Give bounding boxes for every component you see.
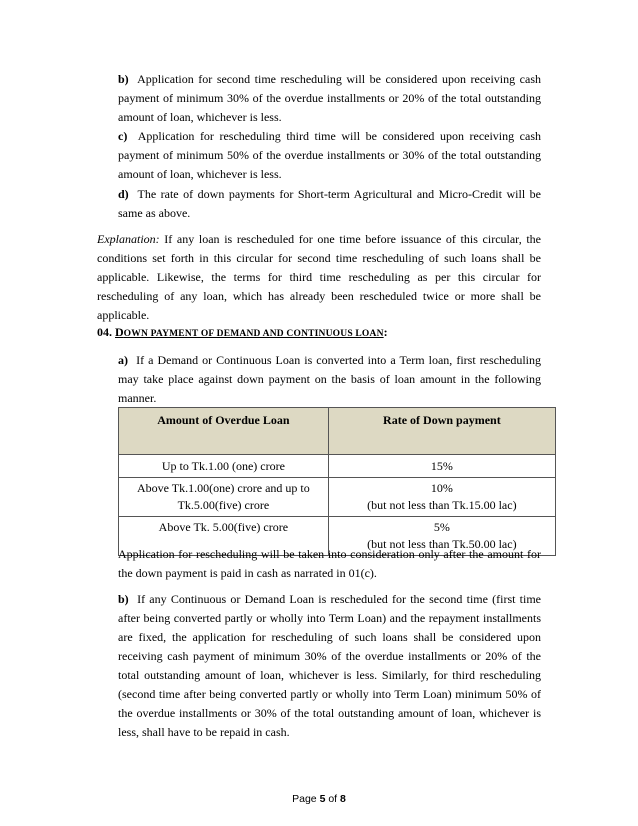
table-cell-rate xyxy=(328,455,555,478)
cell-line: Tk.5.00(five) crore xyxy=(177,498,270,512)
current-page-number: 5 xyxy=(319,793,326,805)
cell-line: 15% xyxy=(430,459,453,473)
section-number: 04. xyxy=(97,325,115,339)
table-header-cell: Amount of Overdue Loan xyxy=(119,408,329,455)
paragraph-d-down-payment-rate xyxy=(118,185,541,223)
paragraph-a-demand-loan xyxy=(118,351,541,408)
paragraph-text: The rate of down payments for Short-term Agricultural and Micro-Credit will be same as above. xyxy=(118,187,541,220)
paragraph-c-third-rescheduling xyxy=(118,127,541,184)
paragraph-text: If a Demand or Continuous Loan is converted into a Term loan, first rescheduling may take place against down payment on the basis of loan amount in the following manner. xyxy=(118,353,542,405)
paragraph-marker: b) xyxy=(118,592,129,606)
paragraph-b-second-rescheduling xyxy=(118,70,541,127)
total-page-number: 8 xyxy=(340,793,346,805)
cell-line: Above Tk. 5.00(five) crore xyxy=(158,520,289,534)
of-word: of xyxy=(325,793,341,805)
section-title-colon: : xyxy=(383,325,388,339)
table-row xyxy=(119,478,556,517)
paragraph-text: Application for second time rescheduling will be considered upon receiving cash payment of minimum 30% of the overdue installments or 20% of the total outstanding amount of loan, whichever is less. xyxy=(118,72,542,124)
section-heading-04 xyxy=(97,323,388,344)
section-title-first-letter: D xyxy=(115,325,124,339)
paragraph-marker: b) xyxy=(118,72,129,86)
paragraph-text: Application for rescheduling third time will be considered upon receiving cash payment of minimum 50% of the overdue installments or 30% of the total outstanding amount of loan, whichever is less. xyxy=(118,129,542,181)
paragraph-text: Application for rescheduling will be taken into consideration only after the amount for the down payment is paid in cash as narrated in 01(c). xyxy=(118,547,541,580)
paragraph-text: If any Continuous or Demand Loan is rescheduled for the second time (first time after being converted partly or wholly into Term Loan) and the repayment installments are fixed, the application for rescheduling of such loans shall be considered upon receiving cash payment of minimum 30% of the overdue installments or 20% of the total outstanding amount of loan, whichever is less. Similarly, for third rescheduling (second time after being converted partly or wholly into Term Loan) minimum 50% of the overdue installments or 30% of the total outstanding amount of loan, whichever is less, shall have to be repaid in cash. xyxy=(118,592,542,739)
paragraph-b-continuous-loan xyxy=(118,590,541,742)
section-title-rest: OWN PAYMENT OF DEMAND AND CONTINUOUS LOAN xyxy=(123,329,384,339)
page-footer xyxy=(0,790,638,809)
after-table-paragraph xyxy=(118,545,541,583)
explanation-paragraph xyxy=(97,230,541,325)
table-cell-rate xyxy=(328,478,555,517)
table-cell-amount xyxy=(119,455,329,478)
table-cell-amount xyxy=(119,478,329,517)
table-header-row xyxy=(119,408,556,455)
explanation-label: Explanation: xyxy=(97,232,160,246)
paragraph-marker: c) xyxy=(118,129,128,143)
explanation-text: If any loan is rescheduled for one time before issuance of this circular, the conditions set forth in this circular for second time rescheduling of such loans shall be applicable. Likewise, the terms for third time rescheduling as per this circular for rescheduling of any loan, which has already been rescheduled twice or more shall be applicable. xyxy=(97,232,541,322)
cell-line: Above Tk.1.00(one) crore and up to xyxy=(137,481,310,495)
table-row xyxy=(119,455,556,478)
cell-line: (but not less than Tk.50.00 lac) xyxy=(367,537,517,551)
down-payment-table xyxy=(118,407,556,556)
page-word: Page xyxy=(292,793,320,805)
cell-line: Up to Tk.1.00 (one) crore xyxy=(161,459,285,473)
cell-line: 10% xyxy=(430,481,453,495)
table-header-cell: Rate of Down payment xyxy=(328,408,555,455)
cell-line: 5% xyxy=(433,520,450,534)
cell-line: (but not less than Tk.15.00 lac) xyxy=(367,498,517,512)
paragraph-marker: a) xyxy=(118,353,128,367)
paragraph-marker: d) xyxy=(118,187,129,201)
